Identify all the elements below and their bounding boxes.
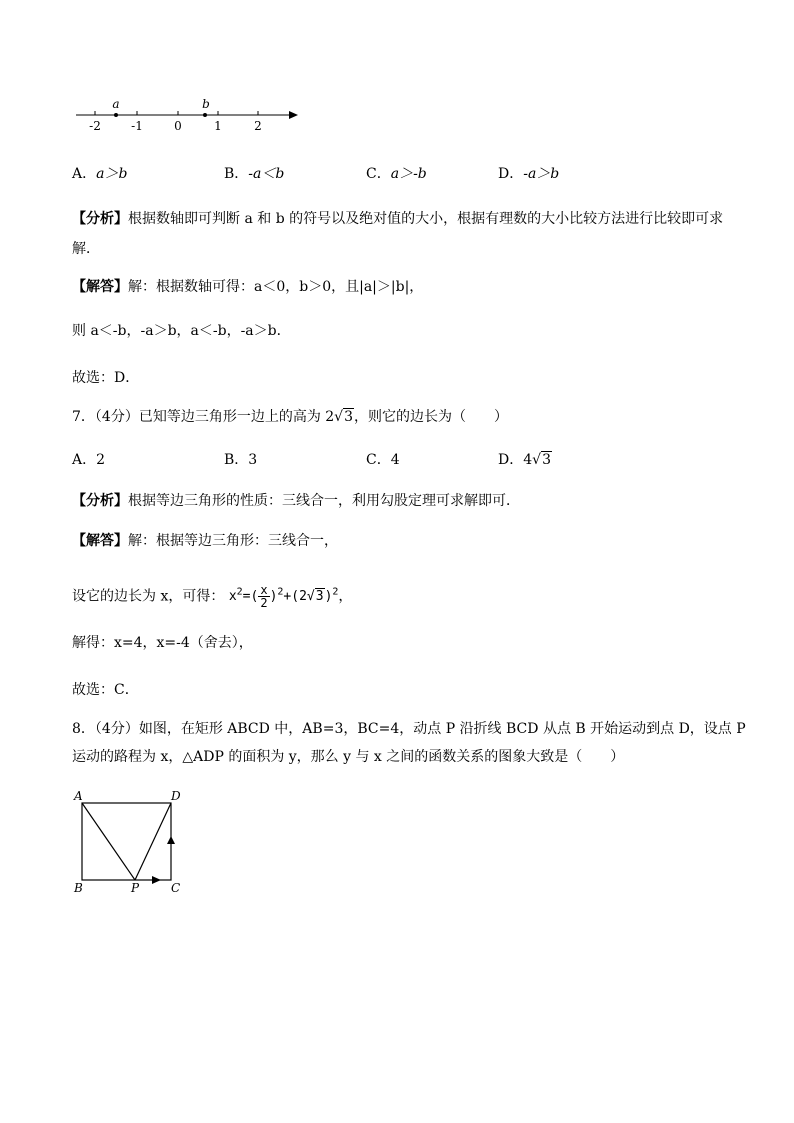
point-b-label: b: [202, 97, 210, 111]
tick-label: 0: [174, 119, 182, 133]
pythagorean-equation: $x^2=$( $\frac{x}{2}$ )$^2+(2√3)^2$: [228, 583, 339, 611]
tick-label: 1: [214, 119, 222, 133]
q6-solution-line2: 则 a＜-b，-a＞b，a＜-b，-a＞b．: [72, 323, 291, 339]
arrow-icon: [289, 111, 298, 119]
solution-tag: 【解答】: [72, 279, 128, 295]
q7-stem: 7．（4分）已知等边三角形一边上的高为 2√3，则它的边长为（ ）: [72, 409, 509, 425]
q8-stem-line2: 运动的路程为 x，△ADP 的面积为 y，那么 y 与 x 之间的函数关系的图象大致是（ ）: [72, 749, 625, 765]
number-line-figure: [70, 92, 310, 138]
tick-label: -2: [89, 119, 101, 133]
q6-option-d: D．-a＞b: [498, 166, 560, 182]
rectangle-figure: [70, 786, 190, 898]
q6-option-a: A．a＞b: [72, 166, 128, 182]
q7-solution-line3: 解得：x=4，x=-4（舍去），: [72, 635, 253, 651]
q7-analysis: 【分析】根据等边三角形的性质：三线合一，利用勾股定理可求解即可．: [72, 493, 520, 509]
q6-answer: 故选：D．: [72, 370, 140, 386]
vertex-d-label: D: [171, 789, 181, 803]
tick-label: -1: [131, 119, 143, 133]
q6-option-b: B．-a＜b: [224, 166, 285, 182]
vertex-a-label: A: [74, 789, 83, 803]
analysis-tag: 【分析】: [72, 211, 128, 227]
analysis-tag: 【分析】: [72, 493, 128, 509]
q6-option-c: C．a＞-b: [366, 166, 427, 182]
q7-option-c: C．4: [366, 452, 400, 468]
arrow-icon: [167, 836, 175, 844]
point-a-label: a: [112, 97, 120, 111]
vertex-c-label: C: [171, 881, 181, 895]
q7-option-a: A．2: [72, 452, 106, 468]
q7-solution-equation: 设它的边长为 x，可得： $x^2=$( $\frac{x}{2}$ )$^2+(2√3)^2$，: [72, 583, 353, 611]
tick-label: 2: [254, 119, 262, 133]
solution-tag: 【解答】: [72, 533, 128, 549]
q7-option-d: D．4√3: [498, 452, 551, 468]
arrow-icon: [152, 876, 161, 884]
q8-stem-line1: 8．（4分）如图，在矩形 ABCD 中，AB=3，BC=4，动点 P 沿折线 BCD 从点 B 开始运动到点 D，设点 P: [72, 721, 746, 737]
q6-solution-line1: 【解答】解：根据数轴可得：a＜0，b＞0，且|a|＞|b|，: [72, 279, 424, 295]
q7-solution-line1: 【解答】解：根据等边三角形：三线合一，: [72, 533, 338, 549]
q7-answer: 故选：C．: [72, 682, 139, 698]
vertex-b-label: B: [74, 881, 83, 895]
point-p-label: P: [131, 881, 140, 895]
q6-analysis: 【分析】根据数轴即可判断 a 和 b 的符号以及绝对值的大小，根据有理数的大小比较方法进行比较即可求解．: [72, 211, 724, 257]
q7-option-b: B．3: [224, 452, 258, 468]
